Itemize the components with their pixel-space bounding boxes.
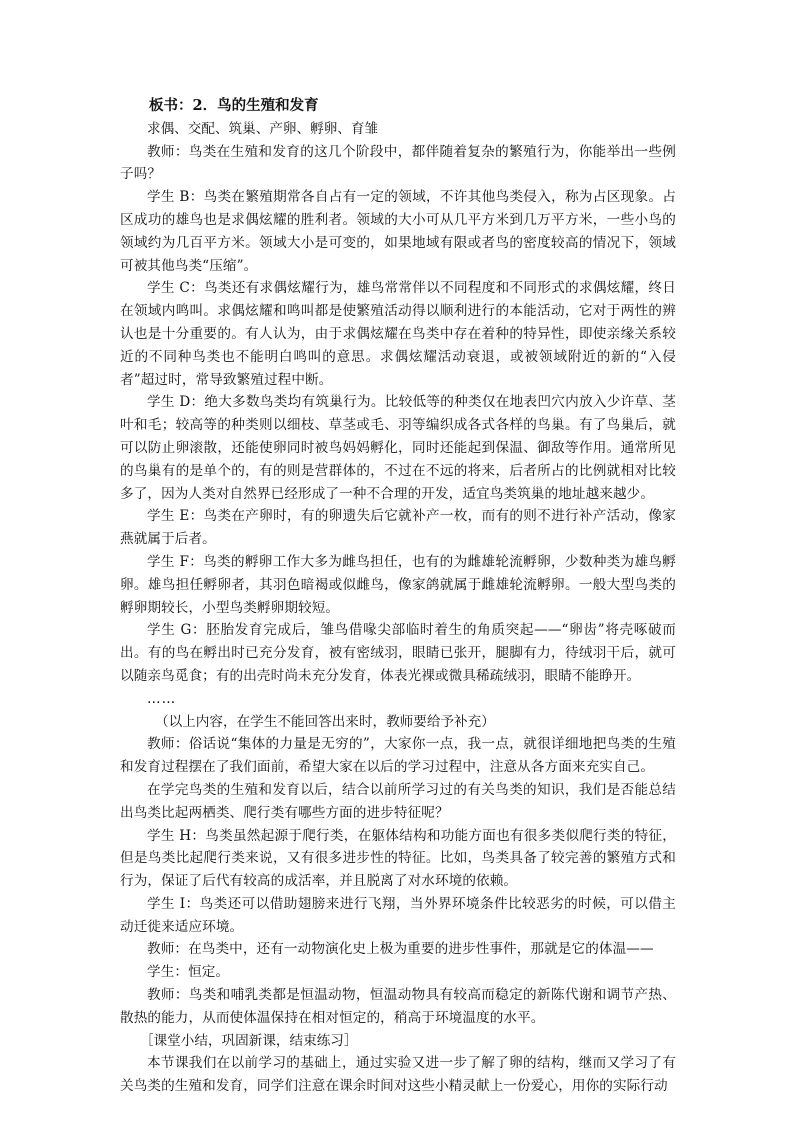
paragraph-teacher-temperature: 教师：在鸟类中，还有一动物演化史上极为重要的进步性事件，那就是它的体温——: [147, 941, 654, 958]
paragraph-teacher-collective: 教师：俗话说“集体的力量是无穷的”，大家你一点，我一点，就很详细地把鸟类的生殖和发育过程摆在了我们面前，希望大家在以后的学习过程中，注意从各方面来充实自己。: [120, 736, 676, 776]
paragraph-student-h: 学生 H：鸟类虽然起源于爬行类，在躯体结构和功能方面也有很多类似爬行类的特征，但是鸟类比起爬行类来说，又有很多进步性的特征。比如，鸟类具备了较完善的繁殖方式和行为，保证了后代有较高的成活率，并且脱离了对水环境的依赖。: [120, 827, 676, 890]
supplement-note: （以上内容，在学生不能回答出来时，教师要给予补充）: [155, 713, 495, 730]
paragraph-class-summary: 本节课我们在以前学习的基础上，通过实验又进一步了解了卵的结构，继而又学习了有关鸟类的生殖和发育，同学们注意在课余时间对这些小精灵献上一份爱心，用你的实际行动: [120, 1055, 676, 1095]
paragraph-student-b: 学生 B：鸟类在繁殖期常各自占有一定的领域，不许其他鸟类侵入，称为占区现象。占区成功的雄鸟也是求偶炫耀的胜利者。领域的大小可从几平方米到几万平方米，一些小鸟的领域约为几百平方米。领域大小是可变的，如果地域有限或者鸟的密度较高的情况下，领域可被其他鸟类“压缩”。: [120, 189, 676, 274]
stages-line: 求偶、交配、筑巢、产卵、孵卵、育雏: [147, 120, 379, 137]
document-page: [120, 95, 676, 1098]
paragraph-student-i: 学生 I：鸟类还可以借助翅膀来进行飞翔，当外界环境条件比较恶劣的时候，可以借主动迁徙来适应环境。: [120, 895, 676, 935]
paragraph-student-e: 学生 E：鸟类在产卵时，有的卵遗失后它就补产一枚，而有的则不进行补产活动，像家燕就属于后者。: [120, 508, 676, 548]
paragraph-student-d: 学生 D：绝大多数鸟类均有筑巢行为。比较低等的种类仅在地表凹穴内放入少许草、茎叶和毛；较高等的种类则以细枝、草茎或毛、羽等编织成各式各样的鸟巢。有了鸟巢后，就可以防止卵滚散，还能使卵同时被鸟妈妈孵化，同时还能起到保温、御敌等作用。通常所见的鸟巢有的是单个的，有的则是营群体的，不过在不远的将来，后者所占的比例就相对比较多了，因为人类对自然界已经形成了一种不合理的开发，适宜鸟类筑巢的地址越来越少。: [120, 394, 676, 502]
paragraph-teacher-question: 教师：鸟类在生殖和发育的这几个阶段中，都伴随着复杂的繁殖行为，你能举出一些例子吗？: [120, 143, 676, 183]
paragraph-student-answer: 学生：恒定。: [147, 964, 230, 981]
paragraph-summary-question: 在学完鸟类的生殖和发育以后，结合以前所学习过的有关鸟类的知识，我们是否能总结出鸟类比起两栖类、爬行类有哪些方面的进步特征呢？: [120, 781, 676, 821]
ellipsis: ……: [147, 690, 177, 707]
paragraph-student-f: 学生 F：鸟类的孵卵工作大多为雌鸟担任，也有的为雌雄轮流孵卵，少数种类为雄鸟孵卵。雄鸟担任孵卵者，其羽色暗褐或似雌鸟，像家鸽就属于雌雄轮流孵卵。一般大型鸟类的孵卵期较长，小型鸟类孵卵期较短。: [120, 553, 676, 616]
paragraph-student-c: 学生 C：鸟类还有求偶炫耀行为，雄鸟常常伴以不同程度和不同形式的求偶炫耀，终日在领域内鸣叫。求偶炫耀和鸣叫都是使繁殖活动得以顺利进行的本能活动，它对于两性的辨认也是十分重要的。有人认为，由于求偶炫耀在鸟类中存在着种的特异性，即使亲缘关系较近的不同种鸟类也不能明白鸣叫的意思。求偶炫耀活动衰退，或被领域附近的新的“入侵者”超过时，常导致繁殖过程中断。: [120, 280, 676, 388]
paragraph-teacher-endotherm: 教师：鸟类和哺乳类都是恒温动物，恒温动物具有较高而稳定的新陈代谢和调节产热、散热的能力，从而使体温保持在相对恒定的，稍高于环境温度的水平。: [120, 987, 676, 1026]
paragraph-student-g: 学生 G：胚胎发育完成后，雏鸟借喙尖部临时着生的角质突起——“卵齿”将壳啄破而出。有的鸟在孵出时已充分发育，被有密绒羽，眼睛已张开，腿脚有力，待绒羽干后，就可以随亲鸟觅食；有的出壳时尚未充分发育，体表光裸或微具稀疏绒羽，眼睛不能睁开。: [120, 622, 676, 684]
section-heading: 板书：2．鸟的生殖和发育: [149, 97, 319, 114]
summary-bracket: ［课堂小结，巩固新课，结束练习］: [140, 1032, 358, 1049]
